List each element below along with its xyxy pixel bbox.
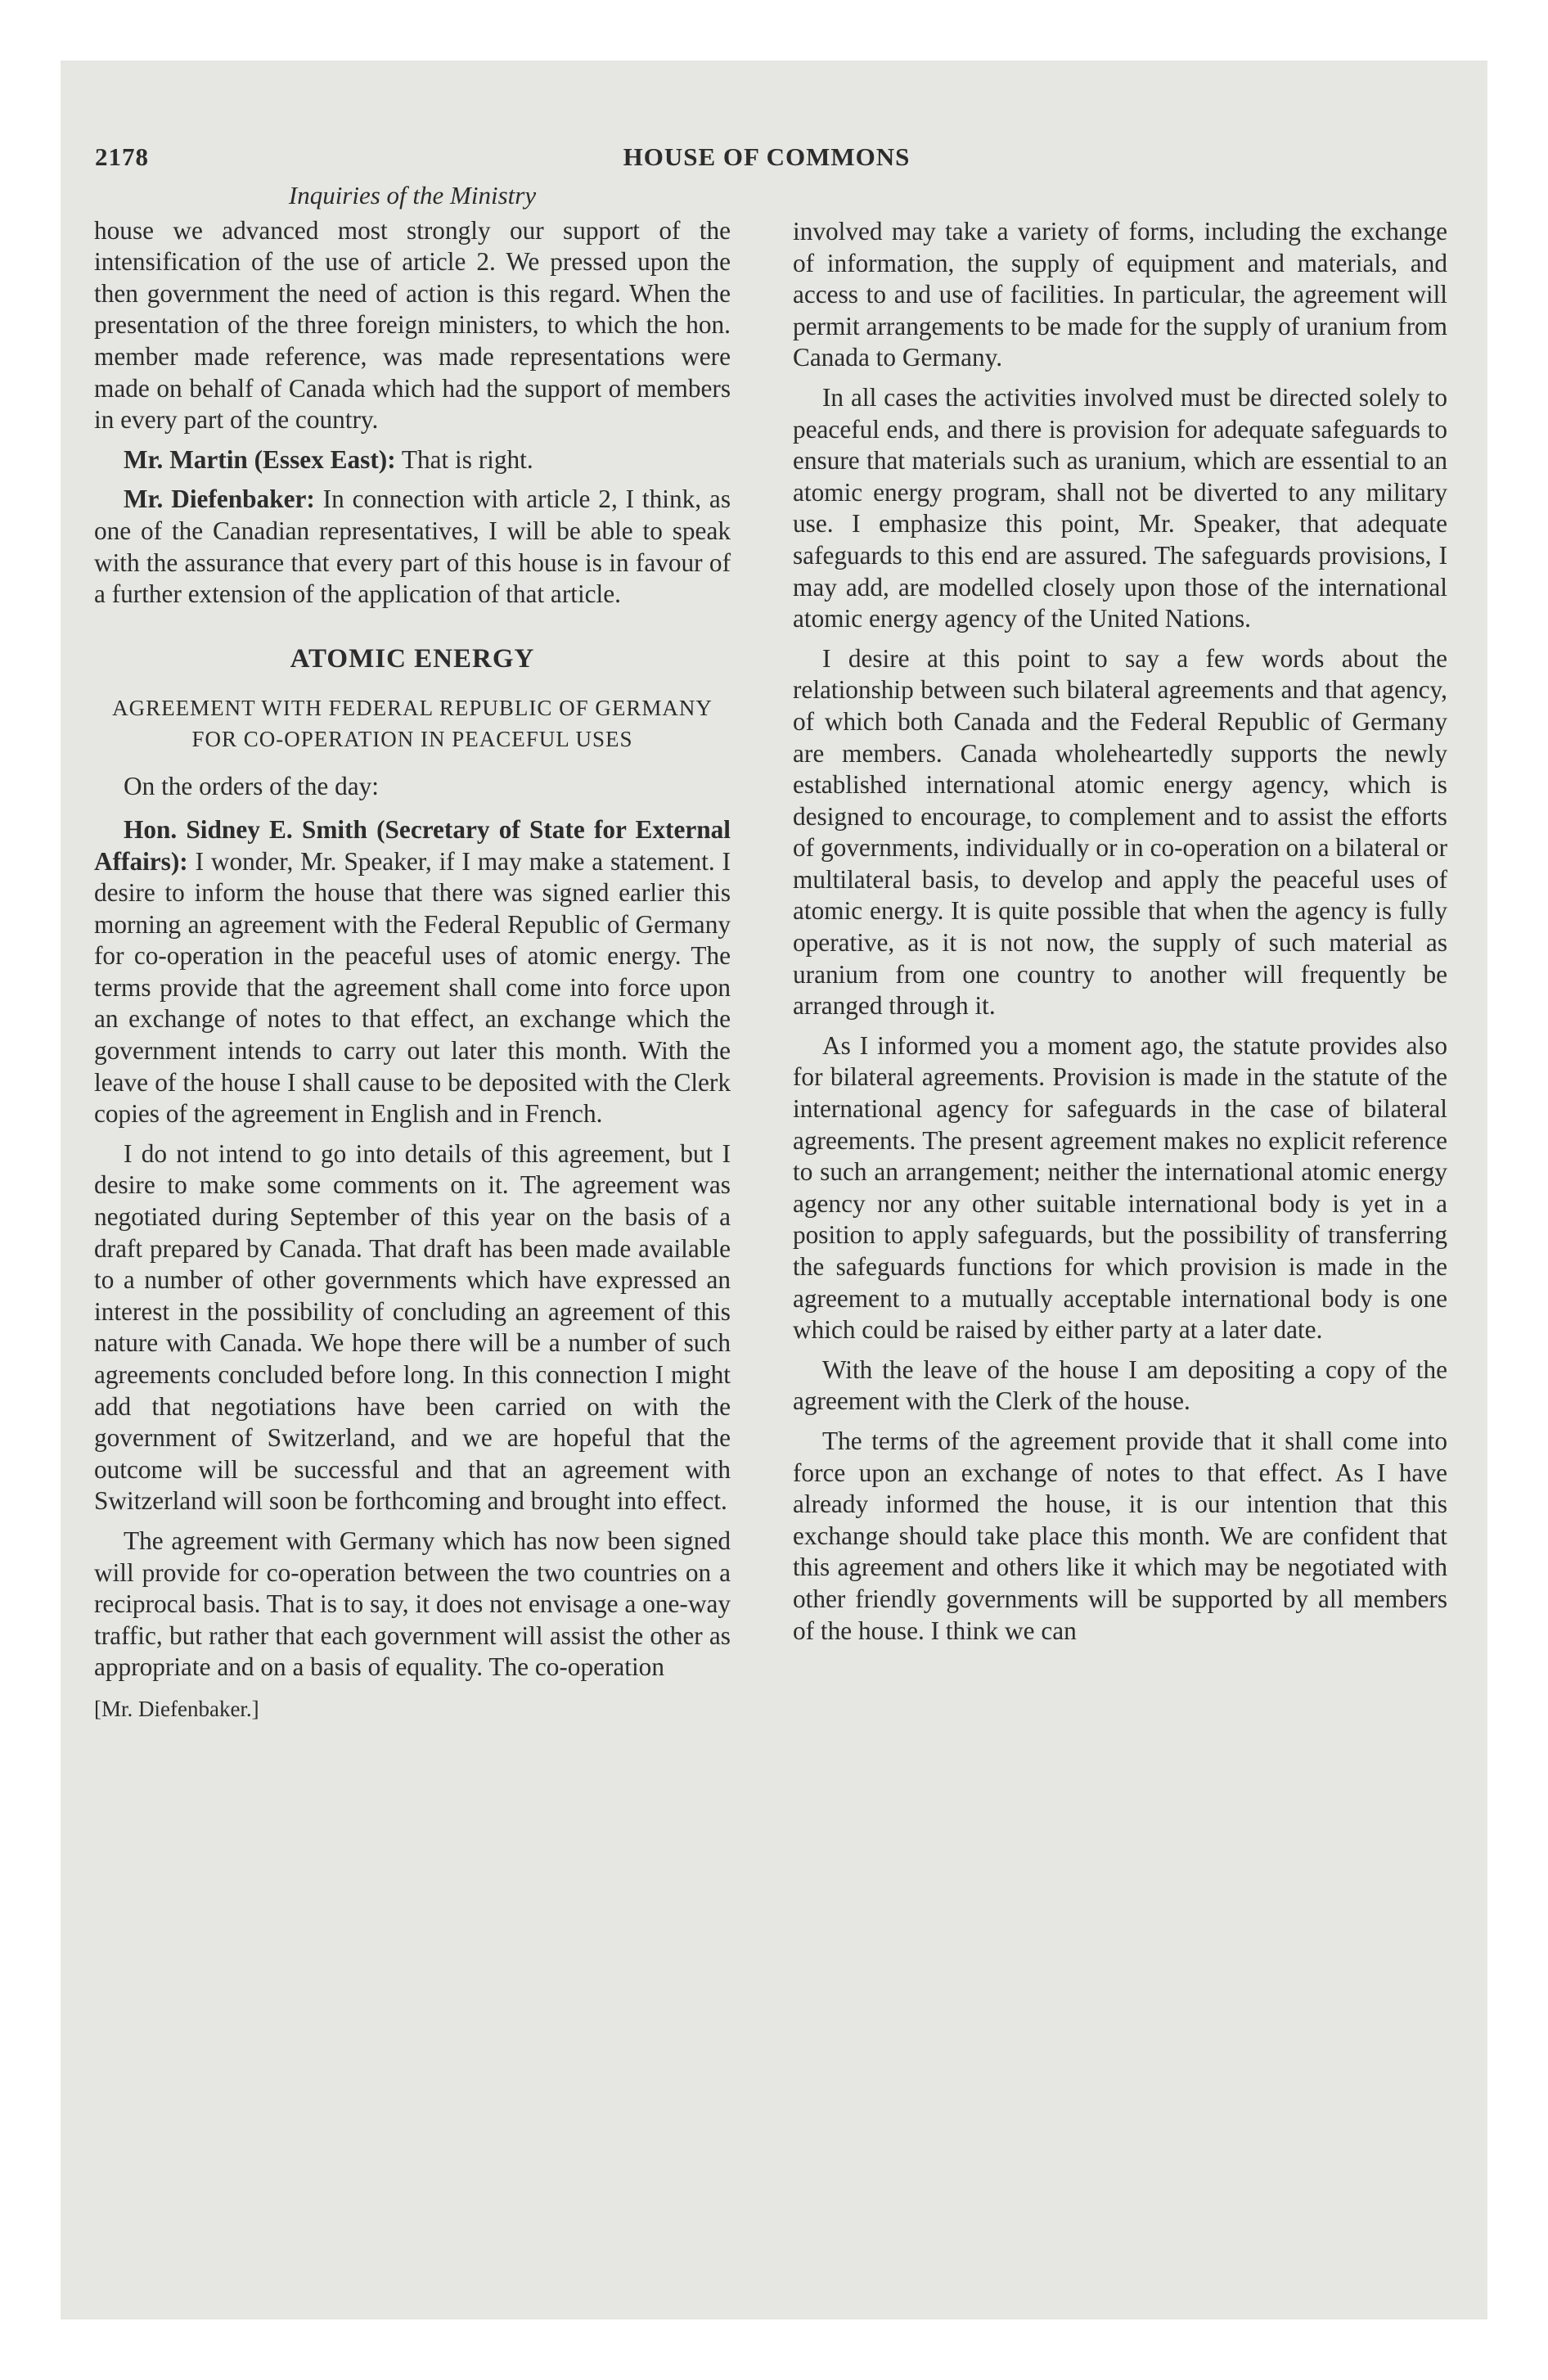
page-header [95,142,1438,182]
paragraph [94,444,731,476]
speech-text: In connection with article 2, I think, as one of the Canadian representatives, I will be able to speak with the assurance that every part of this house is in favour of a further extension of the application of that article. [94,485,731,609]
paragraph: house we advanced most strongly our support of the intensification of the use of article 2. We pressed upon the then government the need of action is this regard. When the presentation of the three foreign ministers, to which the hon. member made reference, was made representations were made on behalf of Canada which had the support of members in every part of the country. [94,215,731,435]
section-title: Inquiries of the Ministry [288,181,537,210]
speaker-footer: [Mr. Diefenbaker.] [94,1696,259,1721]
paragraph [94,814,731,1130]
right-column [793,216,1447,1655]
paragraph: As I informed you a moment ago, the statute provides also for bilateral agreements. Provision is made in the statute of the international agency for safeguards in the case of bilateral agreements. The present agreement makes no explicit reference to such an arrangement; neither the international atomic energy agency nor any other suitable international body is yet in a position to apply safeguards, but the possibility of transferring the safeguards functions for which provision is made in the agreement to a mutually acceptable international body is one which could be raised by either party at a later date. [793,1030,1447,1345]
section-subheading: AGREEMENT WITH FEDERAL REPUBLIC OF GERMANY FOR CO-OPERATION IN PEACEFUL USES [112,696,713,752]
speech-text: That is right. [395,444,533,474]
speech-text: I wonder, Mr. Speaker, if I may make a statement. I desire to inform the house that there was signed earlier this morning an agreement with the Federal Republic of Germany for co-operation in the peaceful uses of atomic energy. The terms provide that the agreement shall come into force upon an exchange of notes to that effect, an exchange which the government intends to carry out later this month. With the leave of the house I shall cause to be deposited with the Clerk copies of the agreement in English and in French. [94,846,731,1129]
speaker-name: Mr. Diefenbaker: [124,485,315,514]
running-title: HOUSE OF COMMONS [623,142,911,171]
hansard-page [61,61,1487,2319]
paragraph: In all cases the activities involved must be directed solely to peaceful ends, and there is provision for adequate safeguards to ensure that materials such as uranium, which are essential to an atomic energy program, shall not be diverted to any military use. I emphasize this point, Mr. Speaker, that adequate safeguards to this end are assured. The safeguards provisions, I may add, are modelled closely upon those of the international atomic energy agency of the United Nations. [793,382,1447,633]
paragraph: The terms of the agreement provide that it shall come into force upon an exchange of notes to that effect. As I have already informed the house, it is our intention that this exchange should take place this month. We are confident that this agreement and others like it which may be negotiated with other friendly governments will be supported by all members of the house. I think we can [793,1426,1447,1645]
page-number: 2178 [95,142,149,171]
paragraph: I desire at this point to say a few words about the relationship between such bilateral agreements and that agency, of which both Canada and the Federal Republic of Germany are members. Canada wholeheartedly supports the newly established international atomic energy agency, which is designed to encourage, to complement and to assist the efforts of governments, individually or in co-operation on a bilateral or multilateral basis, to develop and apply the peaceful uses of atomic energy. It is quite possible that when the agency is fully operative, as it is not now, the supply of such material as uranium from one country to another will frequently be arranged through it. [793,643,1447,1021]
paragraph: With the leave of the house I am depositing a copy of the agreement with the Clerk of the house. [793,1355,1447,1416]
speaker-name: Hon. Sidney E. Smith (Secretary of State for External Affairs): [94,814,731,876]
left-column [94,180,731,1725]
paragraph [94,484,731,610]
speaker-name: Mr. Martin (Essex East): [124,444,396,474]
paragraph: involved may take a variety of forms, including the exchange of information, the supply of equipment and materials, and access to and use of facilities. In particular, the agreement will permit arrangements to be made for the supply of uranium from Canada to Germany. [793,217,1447,372]
paragraph: I do not intend to go into details of this agreement, but I desire to make some comments on it. The agreement was negotiated during September of this year on the basis of a draft prepared by Canada. That draft has been made available to a number of other governments which have expressed an interest in the possibility of concluding an agreement of this nature with Canada. We hope there will be a number of such agreements concluded before long. In this connection I might add that negotiations have been carried on with the government of Switzerland, and we are hopeful that the outcome will be successful and that an agreement with Switzerland will soon be forthcoming and brought into effect. [94,1138,731,1516]
section-heading: ATOMIC ENERGY [290,643,535,674]
paragraph: The agreement with Germany which has now been signed will provide for co-operation between the two countries on a reciprocal basis. That is to say, it does not envisage a one-way traffic, but rather that each government will assist the other as appropriate and on a basis of equality. The co-operation [94,1526,731,1682]
orders-of-the-day: On the orders of the day: [124,772,380,801]
